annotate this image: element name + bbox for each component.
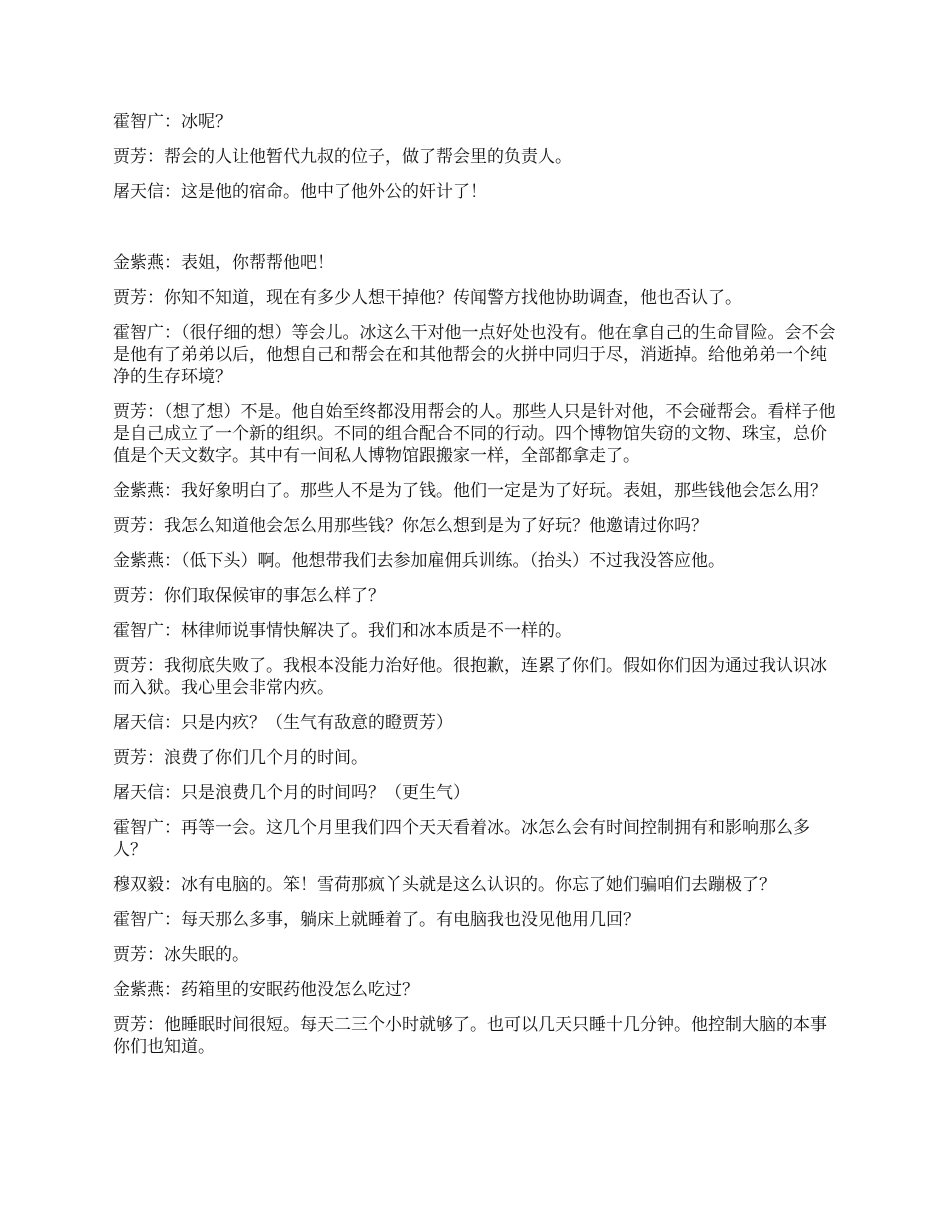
dialogue-line: 贾芳：冰失眠的。 <box>113 945 249 965</box>
dialogue-line: 霍智广：每天那么多事，躺床上就睡着了。有电脑我也没见他用几回？ <box>113 910 640 930</box>
dialogue-line: 屠天信：这是他的宿命。他中了他外公的奸计了！ <box>113 182 487 202</box>
dialogue-line: 霍智广：林律师说事情快解决了。我们和冰本质是不一样的。 <box>113 621 572 641</box>
dialogue-line: 金紫燕：我好象明白了。那些人不是为了钱。他们一定是为了好玩。表姐，那些钱他会怎么用？ <box>113 481 827 501</box>
dialogue-line: 贾芳：我彻底失败了。我根本没能力治好他。很抱歉，连累了你们。假如你们因为通过我认识冰而入狱。我心里会非常内疚。 <box>113 656 827 698</box>
dialogue-line: 屠天信：只是内疚？（生气有敌意的瞪贾芳） <box>113 713 453 733</box>
dialogue-line: 贾芳：你们取保候审的事怎么样了？ <box>113 586 385 606</box>
dialogue-line: 贾芳：我怎么知道他会怎么用那些钱？你怎么想到是为了好玩？他邀请过你吗？ <box>113 516 708 536</box>
dialogue-line: 金紫燕：药箱里的安眠药他没怎么吃过？ <box>113 980 419 1000</box>
dialogue-line: 屠天信：只是浪费几个月的时间吗？（更生气） <box>113 783 470 803</box>
dialogue-line: 贾芳：你知不知道，现在有多少人想干掉他？传闻警方找他协助调查，他也否认了。 <box>113 288 742 308</box>
dialogue-line: 霍智广：（很仔细的想）等会儿。冰这么干对他一点好处也没有。他在拿自己的生命冒险。会不会是他有了弟弟以后，他想自己和帮会在和其他帮会的火拼中同归于尽，消逝掉。给他弟弟一个纯净的生存环境？ <box>113 323 836 387</box>
dialogue-line: 霍智广：冰呢？ <box>113 112 232 132</box>
dialogue-line: 贾芳：帮会的人让他暂代九叔的位子，做了帮会里的负责人。 <box>113 147 572 167</box>
paragraph-gap <box>113 216 843 252</box>
dialogue-line: 贾芳：浪费了你们几个月的时间。 <box>113 748 368 768</box>
dialogue-line: 贾芳：他睡眠时间很短。每天二三个小时就够了。也可以几天只睡十几分钟。他控制大脑的本事你们也知道。 <box>113 1015 827 1057</box>
dialogue-line: 金紫燕：（低下头）啊。他想带我们去参加雇佣兵训练。（抬头）不过我没答应他。 <box>113 551 725 571</box>
dialogue-body <box>113 111 843 1071</box>
dialogue-line: 金紫燕：表姐，你帮帮他吧！ <box>113 253 334 273</box>
dialogue-line: 霍智广：再等一会。这几个月里我们四个天天看着冰。冰怎么会有时间控制拥有和影响那么多人？ <box>113 818 810 860</box>
dialogue-line: 穆双毅：冰有电脑的。笨！雪荷那疯丫头就是这么认识的。你忘了她们骗咱们去蹦极了？ <box>113 875 776 895</box>
dialogue-line: 贾芳：（想了想）不是。他自始至终都没用帮会的人。那些人只是针对他，不会碰帮会。看样子他是自己成立了一个新的组织。不同的组合配合不同的行动。四个博物馆失窃的文物、珠宝，总价值是个天文数字。其中有一间私人博物馆跟搬家一样，全部都拿走了。 <box>113 402 836 466</box>
